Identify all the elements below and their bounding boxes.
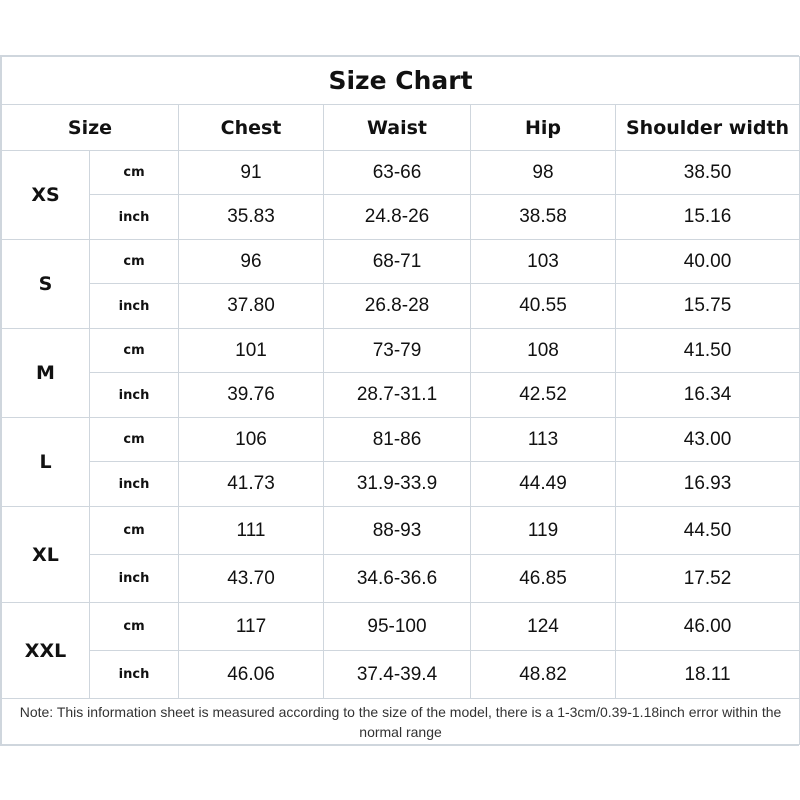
waist-value: 31.9-33.9 xyxy=(324,462,471,507)
chest-value: 101 xyxy=(179,329,324,373)
waist-value: 68-71 xyxy=(324,240,471,284)
size-chart-sheet xyxy=(0,55,799,746)
hip-value: 119 xyxy=(471,507,616,555)
hip-value: 98 xyxy=(471,151,616,195)
chest-value: 91 xyxy=(179,151,324,195)
chest-value: 39.76 xyxy=(179,373,324,418)
shoulder-width-value: 18.11 xyxy=(616,651,800,699)
chest-value: 117 xyxy=(179,603,324,651)
table-row xyxy=(2,555,800,603)
chest-value: 111 xyxy=(179,507,324,555)
table-row xyxy=(2,195,800,240)
table-row xyxy=(2,603,800,651)
size-label: M xyxy=(2,329,90,418)
table-row xyxy=(2,507,800,555)
waist-value: 63-66 xyxy=(324,151,471,195)
size-chart-table xyxy=(1,56,800,745)
table-row xyxy=(2,418,800,462)
header-row xyxy=(2,105,800,151)
table-row xyxy=(2,151,800,195)
unit-label: inch xyxy=(90,462,179,507)
shoulder-width-value: 16.93 xyxy=(616,462,800,507)
chest-value: 106 xyxy=(179,418,324,462)
waist-value: 95-100 xyxy=(324,603,471,651)
unit-label: cm xyxy=(90,151,179,195)
shoulder-width-value: 17.52 xyxy=(616,555,800,603)
chest-value: 43.70 xyxy=(179,555,324,603)
waist-value: 73-79 xyxy=(324,329,471,373)
measurement-note: Note: This information sheet is measured according to the size of the model, there is a 1-3cm/0.39-1.18inch error within the normal range xyxy=(2,699,800,745)
unit-label: cm xyxy=(90,507,179,555)
waist-value: 88-93 xyxy=(324,507,471,555)
hip-value: 38.58 xyxy=(471,195,616,240)
hip-value: 46.85 xyxy=(471,555,616,603)
shoulder-width-value: 15.16 xyxy=(616,195,800,240)
size-label: XS xyxy=(2,151,90,240)
header-hip: Hip xyxy=(471,105,616,151)
waist-value: 28.7-31.1 xyxy=(324,373,471,418)
size-label: XXL xyxy=(2,603,90,699)
table-row xyxy=(2,329,800,373)
size-label: XL xyxy=(2,507,90,603)
size-rows xyxy=(2,151,800,699)
size-label: S xyxy=(2,240,90,329)
chest-value: 41.73 xyxy=(179,462,324,507)
table-row xyxy=(2,373,800,418)
waist-value: 26.8-28 xyxy=(324,284,471,329)
unit-label: inch xyxy=(90,284,179,329)
chart-title: Size Chart xyxy=(2,57,800,105)
table-row xyxy=(2,462,800,507)
hip-value: 103 xyxy=(471,240,616,284)
unit-label: cm xyxy=(90,240,179,284)
hip-value: 44.49 xyxy=(471,462,616,507)
hip-value: 40.55 xyxy=(471,284,616,329)
header-chest: Chest xyxy=(179,105,324,151)
chest-value: 35.83 xyxy=(179,195,324,240)
size-label: L xyxy=(2,418,90,507)
unit-label: inch xyxy=(90,651,179,699)
unit-label: cm xyxy=(90,603,179,651)
table-row xyxy=(2,284,800,329)
unit-label: inch xyxy=(90,195,179,240)
shoulder-width-value: 46.00 xyxy=(616,603,800,651)
hip-value: 113 xyxy=(471,418,616,462)
header-size: Size xyxy=(2,105,179,151)
shoulder-width-value: 38.50 xyxy=(616,151,800,195)
header-shoulder-width: Shoulder width xyxy=(616,105,800,151)
shoulder-width-value: 15.75 xyxy=(616,284,800,329)
hip-value: 48.82 xyxy=(471,651,616,699)
shoulder-width-value: 43.00 xyxy=(616,418,800,462)
unit-label: cm xyxy=(90,329,179,373)
chest-value: 96 xyxy=(179,240,324,284)
table-row xyxy=(2,240,800,284)
table-row xyxy=(2,651,800,699)
header-waist: Waist xyxy=(324,105,471,151)
hip-value: 124 xyxy=(471,603,616,651)
waist-value: 34.6-36.6 xyxy=(324,555,471,603)
shoulder-width-value: 40.00 xyxy=(616,240,800,284)
shoulder-width-value: 16.34 xyxy=(616,373,800,418)
unit-label: inch xyxy=(90,555,179,603)
waist-value: 37.4-39.4 xyxy=(324,651,471,699)
hip-value: 108 xyxy=(471,329,616,373)
unit-label: inch xyxy=(90,373,179,418)
waist-value: 24.8-26 xyxy=(324,195,471,240)
chest-value: 37.80 xyxy=(179,284,324,329)
shoulder-width-value: 41.50 xyxy=(616,329,800,373)
hip-value: 42.52 xyxy=(471,373,616,418)
chest-value: 46.06 xyxy=(179,651,324,699)
shoulder-width-value: 44.50 xyxy=(616,507,800,555)
unit-label: cm xyxy=(90,418,179,462)
waist-value: 81-86 xyxy=(324,418,471,462)
